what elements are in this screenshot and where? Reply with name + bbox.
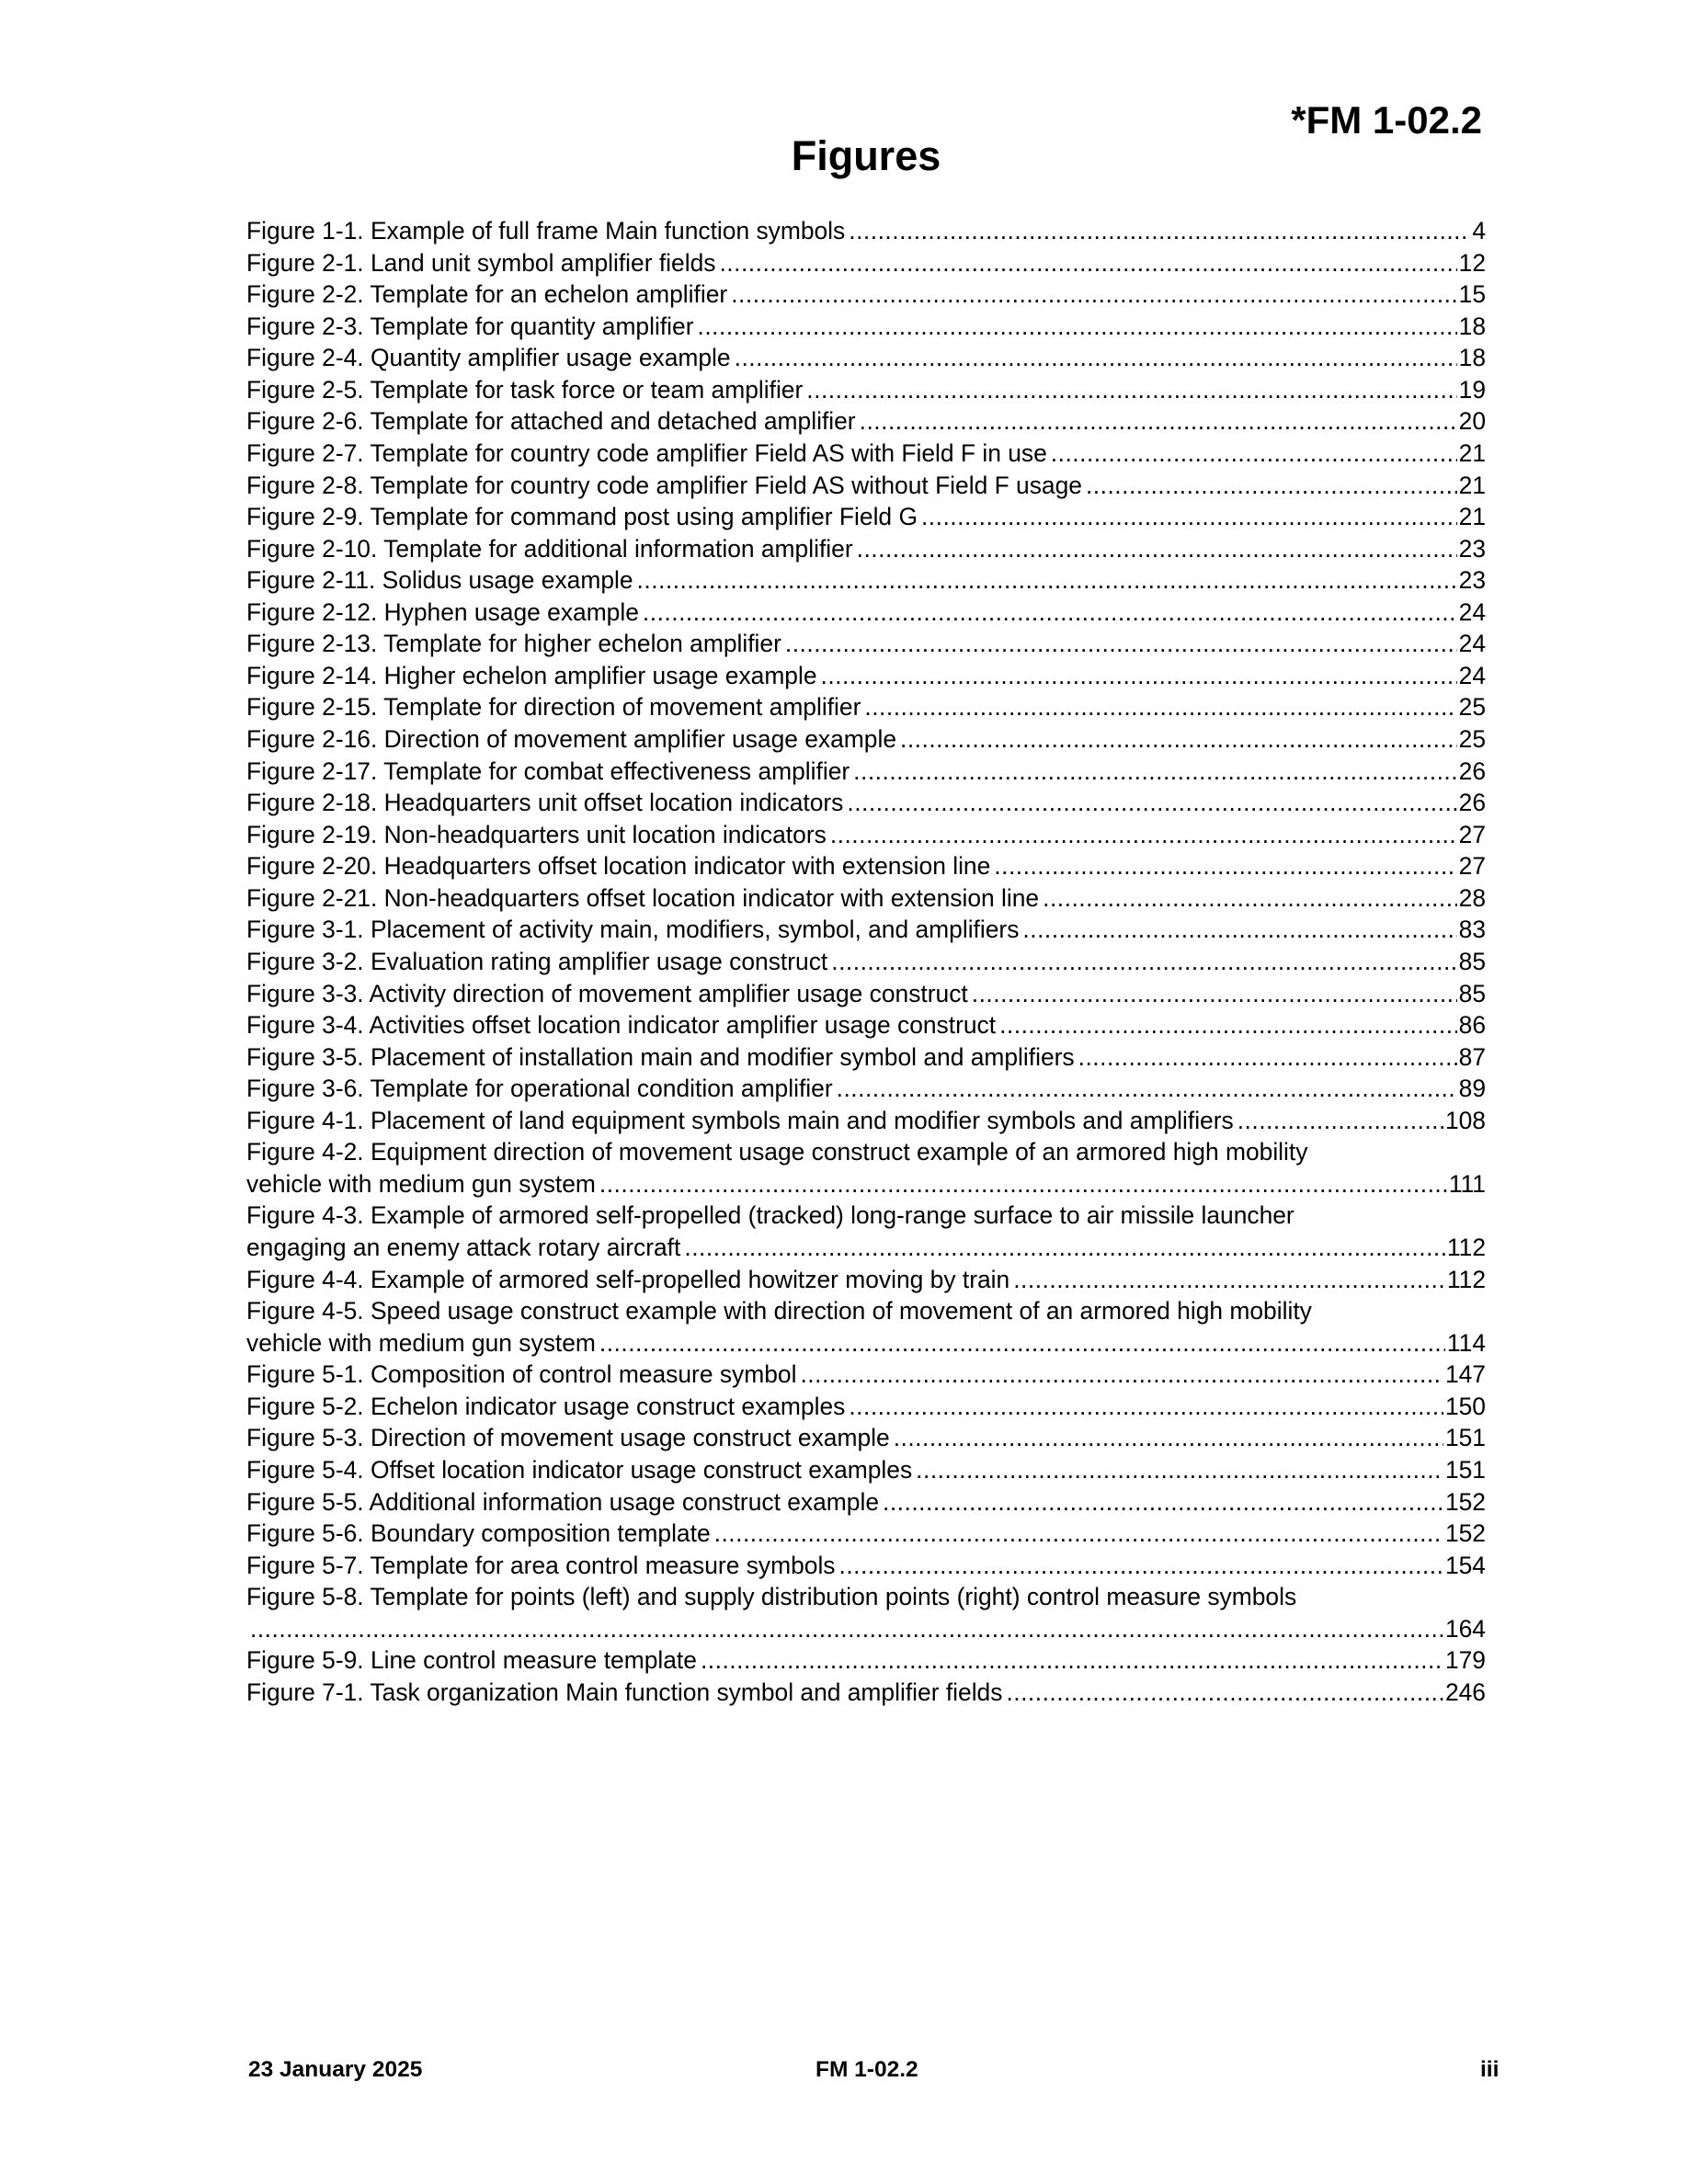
dot-leader — [900, 723, 1457, 756]
dot-leader — [1013, 1264, 1445, 1296]
page-title: Figures — [791, 132, 941, 179]
list-of-figures — [246, 215, 1486, 1708]
figure-entry-title: Figure 2-13. Template for higher echelon amplifier — [246, 630, 781, 658]
figure-page-number: 108 — [1444, 1106, 1486, 1134]
figure-entry-title: Figure 5-5. Additional information usage construct example — [246, 1487, 879, 1516]
figure-entry[interactable] — [246, 914, 1486, 946]
figure-page-number: 24 — [1458, 661, 1486, 689]
dot-leader — [785, 628, 1457, 660]
figure-entry[interactable] — [246, 1581, 1486, 1613]
figure-entry-title: Figure 2-14. Higher echelon amplifier usage example — [246, 661, 817, 689]
figure-entry[interactable] — [246, 756, 1486, 788]
figure-entry[interactable] — [246, 1677, 1486, 1709]
dot-leader — [698, 311, 1457, 343]
figure-entry[interactable] — [246, 1295, 1486, 1327]
dot-leader — [599, 1168, 1447, 1200]
figure-page-number: 246 — [1444, 1678, 1486, 1706]
figure-entry[interactable] — [246, 1105, 1486, 1137]
figure-entry-continuation[interactable] — [246, 1232, 1486, 1264]
figure-page-number: 85 — [1458, 979, 1486, 1007]
dot-leader — [1086, 470, 1457, 502]
dot-leader — [637, 564, 1457, 597]
figure-page-number: 25 — [1458, 693, 1486, 722]
figure-page-number: 152 — [1444, 1519, 1486, 1548]
figure-entry-title: Figure 4-1. Placement of land equipment symbols main and modifier symbols and amplifiers — [246, 1106, 1234, 1134]
dot-leader — [837, 1073, 1457, 1105]
figure-entry-title: Figure 2-15. Template for direction of movement amplifier — [246, 693, 861, 722]
figure-page-number: 27 — [1458, 852, 1486, 881]
figure-entry[interactable] — [246, 787, 1486, 819]
figure-page-number: 151 — [1444, 1424, 1486, 1452]
figure-entry-title: Figure 4-5. Speed usage construct example with direction of movement of an armored high mobility — [246, 1297, 1312, 1325]
figure-entry[interactable] — [246, 1264, 1486, 1296]
figure-entry-title: Figure 5-9. Line control measure template — [246, 1646, 697, 1675]
figure-page-number: 111 — [1448, 1169, 1486, 1198]
figure-entry-title: Figure 3-5. Placement of installation main and modifier symbol and amplifiers — [246, 1042, 1075, 1071]
figure-entry-title: Figure 2-16. Direction of movement amplifier usage example — [246, 725, 897, 753]
dot-leader — [883, 1486, 1443, 1519]
figure-entry[interactable] — [246, 564, 1486, 597]
figure-entry-title: Figure 2-17. Template for combat effectiveness amplifier — [246, 756, 850, 785]
figure-page-number: 24 — [1458, 597, 1486, 626]
figure-entry-title: Figure 4-2. Equipment direction of movement usage construct example of an armored high mobility — [246, 1138, 1308, 1166]
figure-page-number: 24 — [1458, 630, 1486, 658]
figure-entry[interactable] — [246, 660, 1486, 692]
figure-entry[interactable] — [246, 978, 1486, 1010]
figure-page-number: 179 — [1444, 1646, 1486, 1675]
figure-entry-continuation[interactable] — [246, 1327, 1486, 1359]
figure-entry[interactable] — [246, 850, 1486, 882]
dot-leader — [731, 279, 1456, 311]
dot-leader — [701, 1644, 1443, 1677]
figure-page-number: 12 — [1458, 248, 1486, 277]
figure-entry-title: Figure 2-11. Solidus usage example — [246, 566, 633, 595]
figure-page-number: 18 — [1458, 344, 1486, 372]
figure-entry[interactable] — [246, 1422, 1486, 1454]
figure-entry[interactable] — [246, 1200, 1486, 1232]
figure-page-number: 21 — [1458, 471, 1486, 499]
figure-entry-title: Figure 2-6. Template for attached and detached amplifier — [246, 407, 856, 436]
figure-entry-title: Figure 4-3. Example of armored self-propelled (tracked) long-range surface to air missile launcher — [246, 1201, 1295, 1230]
dot-leader — [250, 1613, 1443, 1645]
figure-entry[interactable] — [246, 819, 1486, 851]
figure-entry[interactable] — [246, 247, 1486, 279]
figure-entry-title: Figure 3-4. Activities offset location indicator amplifier usage construct — [246, 1011, 997, 1040]
figure-page-number: 20 — [1458, 407, 1486, 436]
figure-entry-title: Figure 5-1. Composition of control measure symbol — [246, 1360, 797, 1389]
dot-leader — [1006, 1677, 1443, 1709]
figure-entry-title: Figure 1-1. Example of full frame Main function symbols — [246, 217, 846, 245]
figure-page-number: 23 — [1458, 566, 1486, 595]
figure-page-number: 15 — [1458, 280, 1486, 309]
document-id-header: *FM 1-02.2 — [1291, 98, 1482, 142]
figure-entry-title: Figure 7-1. Task organization Main function symbol and amplifier fields — [246, 1678, 1003, 1706]
figure-entry-title: Figure 2-1. Land unit symbol amplifier fields — [246, 248, 716, 277]
figure-entry-title: Figure 4-4. Example of armored self-propelled howitzer moving by train — [246, 1265, 1010, 1293]
figure-page-number: 83 — [1458, 916, 1486, 944]
dot-leader — [821, 660, 1457, 692]
dot-leader — [916, 1454, 1443, 1486]
figure-page-number: 154 — [1444, 1551, 1486, 1579]
dot-leader — [847, 787, 1456, 819]
figure-entry-title: Figure 2-3. Template for quantity amplifier — [246, 312, 694, 340]
figure-page-number: 21 — [1458, 438, 1486, 467]
figure-page-number: 26 — [1458, 756, 1486, 785]
figure-entry[interactable] — [246, 1359, 1486, 1391]
dot-leader — [806, 374, 1456, 406]
figure-entry[interactable] — [246, 215, 1486, 247]
figure-entry-title: Figure 2-5. Template for task force or team amplifier — [246, 375, 804, 404]
figure-entry-title: Figure 2-18. Headquarters unit offset location indicators — [246, 789, 844, 817]
figure-page-number: 112 — [1446, 1265, 1486, 1293]
dot-leader — [831, 946, 1456, 978]
dot-leader — [894, 1422, 1443, 1454]
dot-leader — [800, 1359, 1443, 1391]
dot-leader — [853, 756, 1456, 788]
footer-document-id: FM 1-02.2 — [815, 2057, 918, 2082]
figure-entry-title: Figure 5-2. Echelon indicator usage construct examples — [246, 1392, 846, 1420]
dot-leader — [994, 850, 1456, 882]
dot-leader — [972, 978, 1457, 1010]
figure-page-number: 147 — [1444, 1360, 1486, 1389]
figure-page-number: 23 — [1458, 534, 1486, 563]
figure-page-number: 4 — [1472, 217, 1486, 245]
dot-leader — [849, 1391, 1443, 1423]
figure-entry-title: Figure 5-4. Offset location indicator usage construct examples — [246, 1455, 913, 1484]
footer-page-number: iii — [1480, 2057, 1500, 2082]
figure-entry-title: Figure 2-7. Template for country code amplifier Field AS with Field F in use — [246, 438, 1047, 467]
figure-entry-title: Figure 2-12. Hyphen usage example — [246, 597, 639, 626]
dot-leader — [1051, 438, 1457, 470]
figure-entry-title: Figure 2-19. Non-headquarters unit location indicators — [246, 820, 827, 848]
figure-entry[interactable] — [246, 1518, 1486, 1550]
dot-leader — [714, 1518, 1443, 1550]
footer-date: 23 January 2025 — [248, 2057, 423, 2082]
figure-entry[interactable] — [246, 501, 1486, 533]
figure-entry[interactable] — [246, 279, 1486, 311]
figure-entry[interactable] — [246, 1073, 1486, 1105]
figure-entry[interactable] — [246, 723, 1486, 756]
figure-page-number: 89 — [1458, 1075, 1486, 1103]
figure-page-number: 86 — [1458, 1011, 1486, 1040]
dot-leader — [735, 342, 1457, 374]
figure-page-number: 19 — [1458, 375, 1486, 404]
figure-entry-title: Figure 2-10. Template for additional information amplifier — [246, 534, 853, 563]
figure-entry-title: engaging an enemy attack rotary aircraft — [246, 1234, 681, 1261]
figure-entry-title: Figure 2-4. Quantity amplifier usage example — [246, 344, 731, 372]
figure-page-number: 27 — [1458, 820, 1486, 848]
dot-leader — [857, 533, 1457, 565]
figure-page-number: 87 — [1458, 1042, 1486, 1071]
figure-entry-title: Figure 5-7. Template for area control measure symbols — [246, 1551, 836, 1579]
figure-page-number: 18 — [1458, 312, 1486, 340]
figure-entry[interactable] — [246, 1391, 1486, 1423]
figure-entry-continuation[interactable] — [246, 1168, 1486, 1200]
figure-entry[interactable] — [246, 1550, 1486, 1582]
figure-entry[interactable] — [246, 882, 1486, 915]
figure-entry[interactable] — [246, 1136, 1486, 1168]
figure-entry[interactable] — [246, 311, 1486, 343]
figure-page-number: 28 — [1458, 883, 1486, 912]
figure-entry[interactable] — [246, 1041, 1486, 1074]
figure-entry[interactable] — [246, 1009, 1486, 1041]
dot-leader — [839, 1550, 1443, 1582]
figure-entry-title: Figure 2-2. Template for an echelon amplifier — [246, 280, 728, 309]
figure-entry[interactable] — [246, 691, 1486, 723]
figure-entry-title: Figure 2-9. Template for command post using amplifier Field G — [246, 503, 918, 531]
figure-page-number: 114 — [1446, 1328, 1486, 1357]
figure-page-number: 151 — [1444, 1455, 1486, 1484]
dot-leader — [1237, 1105, 1443, 1137]
figure-entry-title: Figure 5-3. Direction of movement usage construct example — [246, 1424, 890, 1452]
figure-entry-title: Figure 2-21. Non-headquarters offset location indicator with extension line — [246, 883, 1040, 912]
dot-leader — [1078, 1041, 1457, 1074]
figure-entry[interactable] — [246, 374, 1486, 406]
figure-entry-title: vehicle with medium gun system — [246, 1328, 596, 1357]
figure-page-number: 85 — [1458, 947, 1486, 975]
figure-entry[interactable] — [246, 628, 1486, 660]
dot-leader — [643, 597, 1457, 629]
dot-leader — [684, 1232, 1445, 1264]
figure-page-number: 164 — [1444, 1614, 1486, 1643]
figure-entry-title: Figure 5-6. Boundary composition template — [246, 1519, 711, 1548]
dot-leader — [599, 1327, 1445, 1359]
dot-leader — [1022, 914, 1456, 946]
figure-entry[interactable] — [246, 946, 1486, 978]
figure-page-number: 25 — [1458, 725, 1486, 753]
dot-leader — [719, 247, 1456, 279]
figure-entry[interactable] — [246, 405, 1486, 438]
figure-entry[interactable] — [246, 1454, 1486, 1486]
dot-leader — [864, 691, 1456, 723]
figure-page-number: 152 — [1444, 1487, 1486, 1516]
figure-page-number: 150 — [1444, 1392, 1486, 1420]
figure-entry-title: Figure 3-2. Evaluation rating amplifier usage construct — [246, 947, 828, 975]
figure-entry[interactable] — [246, 470, 1486, 502]
dot-leader — [860, 405, 1457, 438]
figure-page-number: 26 — [1458, 789, 1486, 817]
figure-page-number: 112 — [1446, 1234, 1486, 1261]
figure-entry-title: vehicle with medium gun system — [246, 1169, 596, 1198]
figure-entry-title: Figure 5-8. Template for points (left) and supply distribution points (right) control measure symbols — [246, 1583, 1297, 1611]
dot-leader — [921, 501, 1457, 533]
figure-entry[interactable] — [246, 1644, 1486, 1677]
figure-entry-title: Figure 3-1. Placement of activity main, modifiers, symbol, and amplifiers — [246, 916, 1020, 944]
figure-entry[interactable] — [246, 533, 1486, 565]
figure-entry[interactable] — [246, 597, 1486, 629]
dot-leader — [999, 1009, 1457, 1041]
figure-entry-title: Figure 2-8. Template for country code amplifier Field AS without Field F usage — [246, 471, 1082, 499]
dot-leader — [830, 819, 1457, 851]
dot-leader — [849, 215, 1470, 247]
figure-entry[interactable] — [246, 1486, 1486, 1519]
figure-entry-title: Figure 3-3. Activity direction of movement amplifier usage construct — [246, 979, 968, 1007]
figure-entry[interactable] — [246, 438, 1486, 470]
figure-entry[interactable] — [246, 342, 1486, 374]
dot-leader — [1043, 882, 1457, 915]
figure-entry-title: Figure 2-20. Headquarters offset location indicator with extension line — [246, 852, 991, 881]
figure-page-number: 21 — [1458, 503, 1486, 531]
figure-entry-continuation[interactable] — [246, 1613, 1486, 1645]
figure-entry-title: Figure 3-6. Template for operational condition amplifier — [246, 1075, 833, 1103]
